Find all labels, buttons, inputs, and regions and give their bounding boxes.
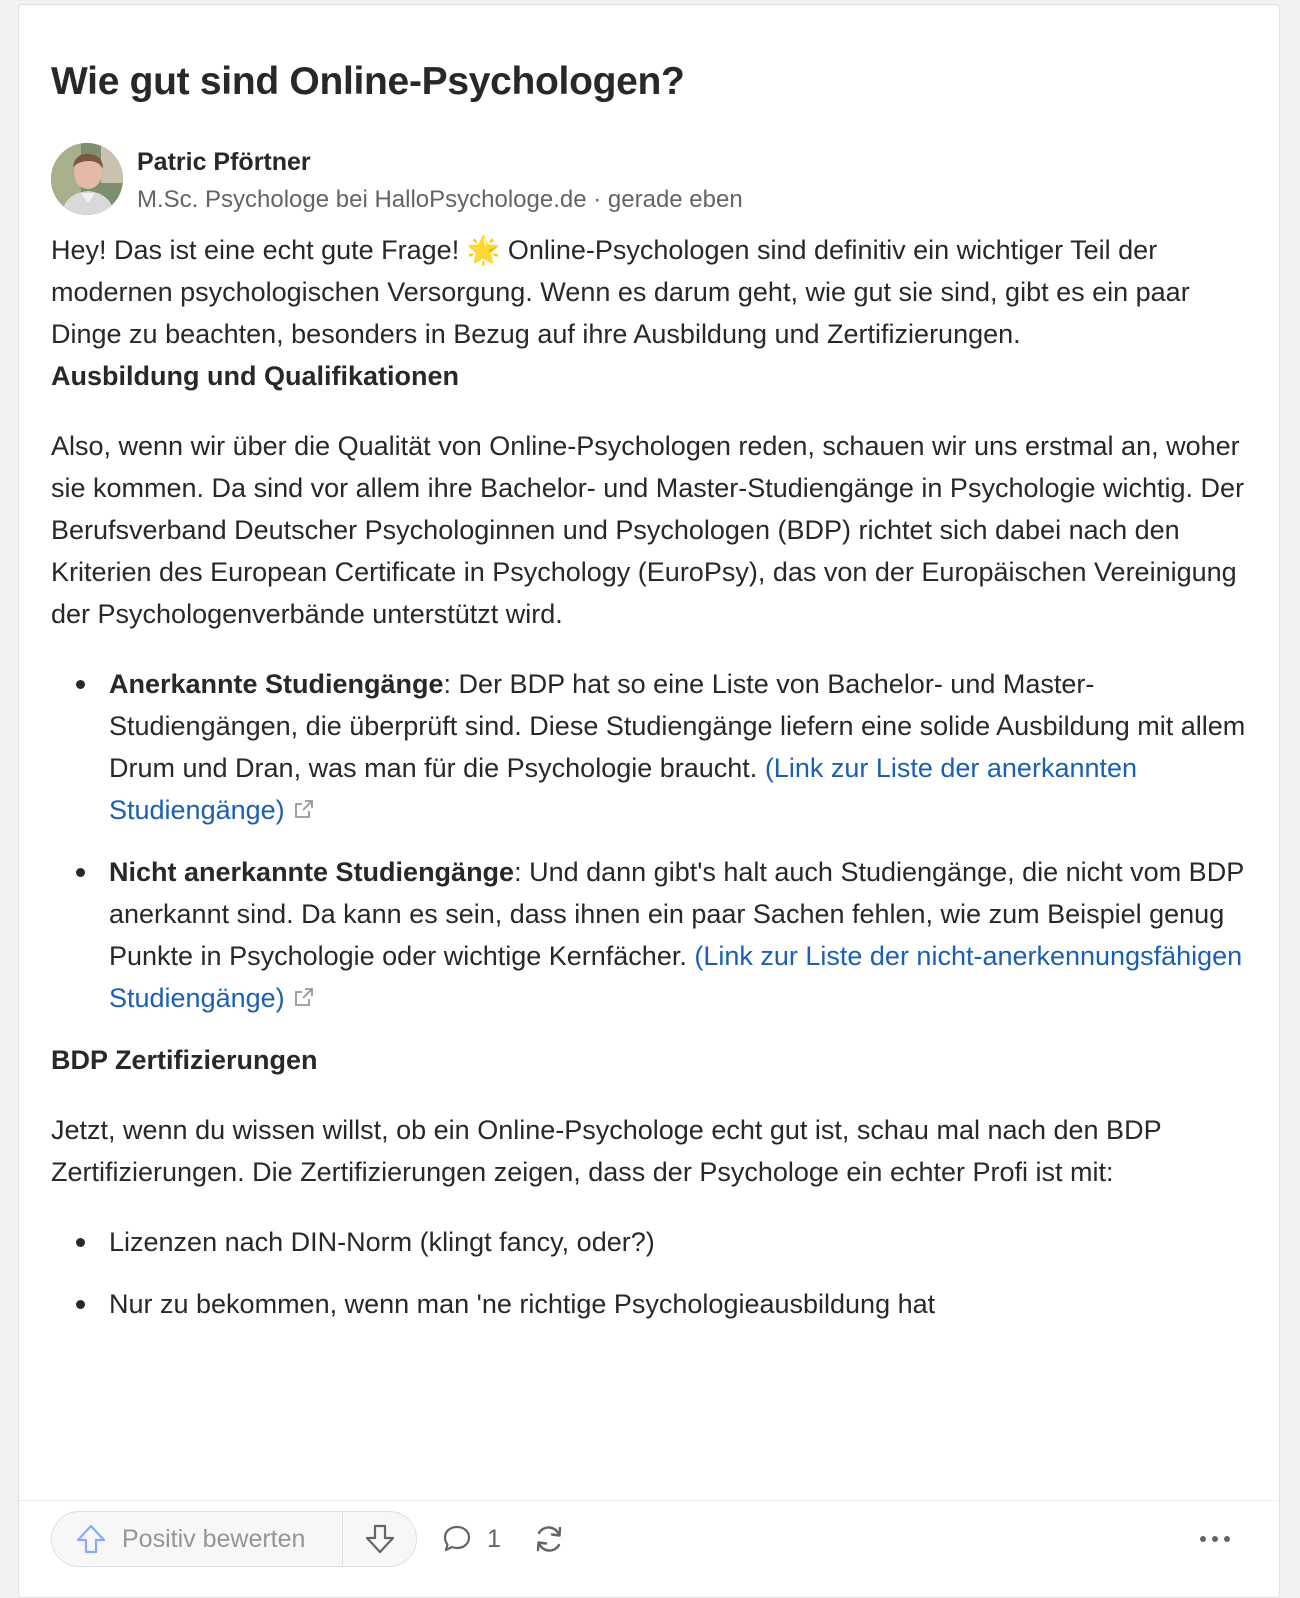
unrecognized-programs-link[interactable]: (Link zur Liste der nicht-anerkennungsfähigen Studiengänge) bbox=[109, 941, 1243, 1013]
list-item-text: : Und dann gibt's halt auch Studiengänge, die nicht vom BDP anerkannt sind. Da kann es sein, dass ihnen ein paar Sachen fehlen, wie zum Beispiel genug Punkte in Psychologie oder wichtige Kernfächer. bbox=[109, 857, 1244, 971]
comment-bubble-icon bbox=[441, 1523, 473, 1555]
education-paragraph: Also, wenn wir über die Qualität von Online-Psychologen reden, schauen wir uns erstmal an, woher sie kommen. Da sind vor allem ihre Bachelor- und Master-Studiengänge in Psychologie wichtig. Der Berufsverband Deutscher Psychologinnen und Psychologen (BDP) richtet sich dabei nach den Kriterien des European Certificate in Psychology (EuroPsy), das von der Europäischen Vereinigung der Psychologenverbände unterstützt wird. bbox=[51, 431, 1245, 629]
external-link-icon bbox=[293, 986, 315, 1008]
comments-button[interactable] bbox=[441, 1515, 501, 1563]
person-avatar-icon bbox=[51, 143, 123, 215]
share-refresh-icon bbox=[531, 1521, 567, 1557]
meta-separator: · bbox=[586, 186, 608, 213]
avatar[interactable] bbox=[51, 143, 123, 215]
external-link-icon bbox=[293, 798, 315, 820]
question-title[interactable]: Wie gut sind Online-Psychologen? bbox=[51, 60, 685, 103]
intro-text-end: Online-Psychologen sind definitiv ein wichtiger Teil der modernen psychologischen Versorgung. Wenn es darum geht, wie gut sie sind, gibt es ein paar Dinge zu beachten, besonders in Bezug auf ihre Ausbildung und Zertifizierungen. bbox=[51, 235, 1190, 349]
downvote-arrow-icon bbox=[363, 1522, 397, 1556]
vote-pill bbox=[51, 1511, 417, 1567]
list-item: Lizenzen nach DIN-Norm (klingt fancy, oder?) bbox=[109, 1221, 1247, 1263]
intro-text-start: Hey! Das ist eine echt gute Frage! bbox=[51, 235, 467, 265]
action-bar bbox=[19, 1500, 1279, 1597]
certification-list bbox=[51, 1221, 1247, 1325]
upvote-arrow-icon bbox=[74, 1522, 108, 1556]
share-button[interactable] bbox=[527, 1515, 571, 1563]
certifications-paragraph: Jetzt, wenn du wissen willst, ob ein Online-Psychologe echt gut ist, schau mal nach den BDP Zertifizierungen. Die Zertifizierungen zeigen, dass der Psychologe ein echter Profi ist mit: bbox=[51, 1115, 1162, 1187]
list-item-bold: Anerkannte Studiengänge bbox=[109, 669, 444, 699]
upvote-button[interactable] bbox=[52, 1512, 342, 1566]
list-item: Nur zu bekommen, wenn man 'ne richtige Psychologieausbildung hat bbox=[109, 1283, 1247, 1325]
answer-content bbox=[51, 5, 1247, 1345]
answer-body bbox=[51, 229, 1247, 1325]
star-emoji-icon: 🌟 bbox=[466, 235, 501, 265]
upvote-label: Positiv bewerten bbox=[122, 1524, 306, 1553]
answer-timestamp[interactable]: gerade eben bbox=[607, 186, 743, 213]
list-item bbox=[109, 663, 1247, 831]
downvote-button[interactable] bbox=[343, 1512, 417, 1566]
list-item-bold: Nicht anerkannte Studiengänge bbox=[109, 857, 515, 887]
more-dots-icon bbox=[1197, 1534, 1233, 1544]
answer-card bbox=[18, 4, 1280, 1598]
section-heading-certifications: BDP Zertifizierungen bbox=[51, 1045, 318, 1075]
list-item bbox=[109, 851, 1247, 1019]
list-item-text: : Der BDP hat so eine Liste von Bachelor- und Master-Studiengängen, die überprüft sind. Diese Studiengänge liefern eine solide Ausbildung mit allem Drum und Dran, was man für die Psychologie braucht. bbox=[109, 669, 1246, 783]
intro-paragraph bbox=[51, 229, 1247, 355]
author-header bbox=[51, 143, 1247, 217]
recognized-programs-link[interactable]: (Link zur Liste der anerkannten Studiengänge) bbox=[109, 753, 1138, 825]
more-options-button[interactable] bbox=[1191, 1515, 1239, 1563]
author-meta bbox=[137, 185, 743, 215]
comment-count: 1 bbox=[487, 1524, 501, 1553]
author-credential[interactable]: M.Sc. Psychologe bei HalloPsychologe.de bbox=[137, 186, 587, 213]
author-name[interactable]: Patric Pförtner bbox=[137, 148, 311, 176]
section-heading-education: Ausbildung und Qualifikationen bbox=[51, 361, 459, 391]
study-programs-list bbox=[51, 663, 1247, 1019]
